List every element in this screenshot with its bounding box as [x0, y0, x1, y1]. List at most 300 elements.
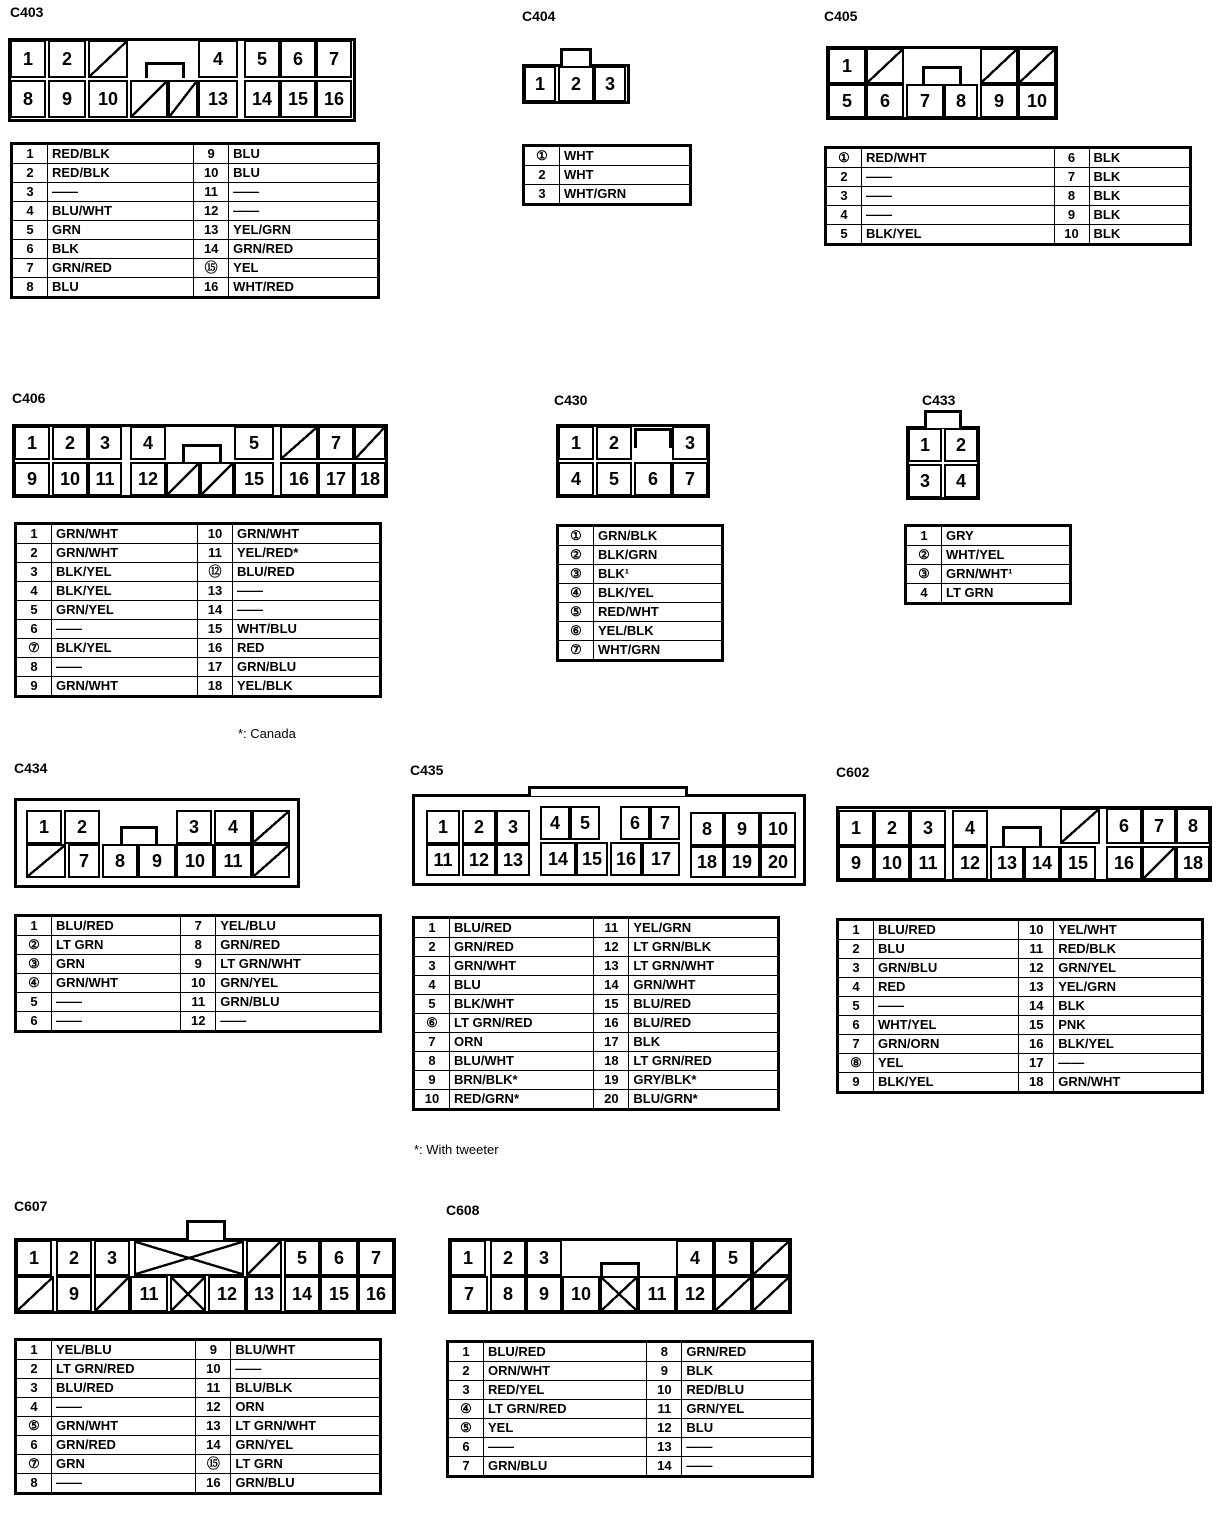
- connector-latch: [1002, 826, 1042, 846]
- pin-number: ②: [558, 546, 594, 565]
- wire-color: BLK: [629, 1033, 779, 1052]
- pin-number: 14: [194, 240, 229, 259]
- pin-cavity: 5: [570, 806, 600, 840]
- pin-row: [414, 918, 779, 938]
- wire-color: GRN: [48, 221, 194, 240]
- pin-cavity: 10: [176, 844, 214, 878]
- wire-color: GRN/BLU: [484, 1457, 647, 1477]
- wire-color: GRN/WHT: [52, 524, 198, 544]
- wire-color: GRN/ORN: [874, 1035, 1019, 1054]
- footnote: *: Canada: [238, 726, 296, 741]
- pin-number: 9: [647, 1362, 682, 1381]
- pin-table: [904, 524, 1072, 605]
- pin-cavity: 12: [208, 1276, 246, 1312]
- pin-number: 1: [16, 524, 52, 544]
- pin-cavity: 6: [866, 84, 904, 118]
- wire-color: BRN/BLK*: [450, 1071, 594, 1090]
- wire-color: YEL/BLU: [216, 916, 381, 936]
- pin-row: [838, 1054, 1203, 1073]
- pin-cavity: 4: [198, 40, 238, 78]
- wire-color: PNK: [1054, 1016, 1203, 1035]
- pin-row: [16, 1398, 381, 1417]
- empty-cavity: [1142, 846, 1176, 880]
- pin-number: 15: [1019, 1016, 1054, 1035]
- pin-cavity: 5: [234, 426, 274, 460]
- pin-number: 13: [1019, 978, 1054, 997]
- pin-cavity: 4: [952, 810, 988, 846]
- wire-color: RED/BLU: [682, 1381, 813, 1400]
- empty-cavity: [1018, 48, 1056, 84]
- pin-row: [838, 959, 1203, 978]
- pin-number: 2: [16, 544, 52, 563]
- pin-number: 5: [16, 993, 52, 1012]
- pin-cavity: 11: [910, 846, 946, 880]
- pin-row: [16, 1436, 381, 1455]
- pin-cavity: 7: [316, 40, 352, 78]
- pin-row: [826, 168, 1191, 187]
- pin-row: [448, 1362, 813, 1381]
- wire-color: YEL: [484, 1419, 647, 1438]
- pin-number: 17: [594, 1033, 629, 1052]
- pin-cavity: 1: [26, 810, 62, 844]
- pin-cavity: 1: [426, 810, 460, 844]
- pin-cavity: 1: [14, 426, 50, 460]
- wire-color: BLU/RED: [450, 918, 594, 938]
- empty-cavity: [16, 1276, 54, 1312]
- pin-number: 10: [1054, 225, 1089, 245]
- wire-color: ——: [229, 202, 379, 221]
- pin-number: ⑤: [448, 1419, 484, 1438]
- wire-color: GRN/BLU: [216, 993, 381, 1012]
- wire-color: LT GRN/RED: [629, 1052, 779, 1071]
- pin-row: [12, 259, 379, 278]
- empty-cavity: [168, 80, 198, 118]
- pin-cavity: 14: [284, 1276, 320, 1312]
- pin-row: [16, 582, 381, 601]
- pin-row: [838, 940, 1203, 959]
- pin-cavity: 17: [642, 842, 680, 876]
- empty-cavity: [866, 48, 904, 84]
- pin-number: ⑤: [558, 603, 594, 622]
- pin-row: [838, 1073, 1203, 1093]
- pin-number: 6: [16, 1436, 52, 1455]
- pin-row: [838, 1035, 1203, 1054]
- wire-color: YEL/GRN: [1054, 978, 1203, 997]
- pin-cavity: 2: [558, 66, 594, 102]
- wire-color: LT GRN/WHT: [231, 1417, 381, 1436]
- pin-table: [556, 524, 724, 662]
- pin-cavity: 5: [828, 84, 866, 118]
- wire-color: BLU: [682, 1419, 813, 1438]
- pin-number: 8: [12, 278, 48, 298]
- pin-row: [906, 565, 1071, 584]
- pin-number: 7: [181, 916, 216, 936]
- pin-number: ③: [558, 565, 594, 584]
- pin-number: 11: [194, 183, 229, 202]
- pin-number: 7: [838, 1035, 874, 1054]
- pin-cavity: 13: [496, 844, 530, 876]
- pin-row: [906, 526, 1071, 546]
- wire-color: GRN/RED: [52, 1436, 196, 1455]
- pin-table: [10, 142, 380, 299]
- pin-row: [12, 240, 379, 259]
- pin-cavity: 2: [48, 40, 86, 78]
- wire-color: BLK/YEL: [52, 639, 198, 658]
- pin-number: 19: [594, 1071, 629, 1090]
- empty-cavity: [200, 462, 234, 496]
- pin-cavity: 12: [676, 1276, 714, 1312]
- pin-cavity: 11: [214, 844, 252, 878]
- wire-color: YEL/GRN: [629, 918, 779, 938]
- wire-color: BLU/WHT: [231, 1340, 381, 1360]
- pin-row: [414, 995, 779, 1014]
- pin-row: [16, 1455, 381, 1474]
- connector-title: C403: [10, 4, 44, 20]
- wire-color: GRN/YEL: [682, 1400, 813, 1419]
- wire-color: BLU/RED: [52, 1379, 196, 1398]
- pin-cavity: 6: [1106, 808, 1142, 844]
- wire-color: ——: [231, 1360, 381, 1379]
- pin-number: 4: [16, 1398, 52, 1417]
- pin-number: 7: [414, 1033, 450, 1052]
- pin-row: [16, 677, 381, 697]
- pin-number: ⑫: [197, 563, 232, 582]
- wire-color: ——: [874, 997, 1019, 1016]
- pin-cavity: 8: [490, 1276, 526, 1312]
- pin-cavity: 3: [94, 1240, 130, 1276]
- pin-row: [16, 936, 381, 955]
- pin-cavity: 2: [64, 810, 100, 844]
- pin-number: 9: [1054, 206, 1089, 225]
- pin-cavity: 10: [760, 812, 796, 846]
- wire-color: YEL/WHT: [1054, 920, 1203, 940]
- pin-table: [14, 1338, 382, 1495]
- connector-latch: [922, 66, 962, 86]
- pin-number: 1: [838, 920, 874, 940]
- pin-number: 5: [414, 995, 450, 1014]
- pin-cavity: 18: [690, 846, 724, 878]
- pin-number: 3: [524, 185, 560, 205]
- pin-number: 11: [594, 918, 629, 938]
- pin-cavity: 3: [672, 426, 708, 460]
- empty-cavity: [94, 1276, 130, 1312]
- pin-number: ⑤: [16, 1417, 52, 1436]
- wire-color: WHT/GRN: [560, 185, 691, 205]
- pin-number: 13: [196, 1417, 231, 1436]
- wire-color: LT GRN/RED: [52, 1360, 196, 1379]
- pin-cavity: 11: [88, 462, 122, 496]
- pin-number: 11: [196, 1379, 231, 1398]
- pin-number: ⑦: [558, 641, 594, 661]
- pin-row: [414, 1014, 779, 1033]
- pin-cavity: 11: [638, 1276, 676, 1312]
- wire-color: YEL/BLK: [594, 622, 723, 641]
- pin-number: 8: [1054, 187, 1089, 206]
- wire-color: BLK: [48, 240, 194, 259]
- pin-number: 14: [196, 1436, 231, 1455]
- wire-color: BLU/BLK: [231, 1379, 381, 1398]
- pin-row: [12, 144, 379, 164]
- wire-color: GRN/YEL: [1054, 959, 1203, 978]
- empty-cavity: [166, 462, 200, 496]
- pin-row: [12, 278, 379, 298]
- pin-cavity: 10: [1018, 84, 1056, 118]
- pin-cavity: 16: [280, 462, 318, 496]
- pin-cavity: 9: [526, 1276, 562, 1312]
- pin-cavity: 8: [10, 80, 46, 118]
- wire-color: LT GRN: [942, 584, 1071, 604]
- pin-number: 11: [181, 993, 216, 1012]
- wire-color: GRN/WHT: [1054, 1073, 1203, 1093]
- pin-number: 4: [414, 976, 450, 995]
- wire-color: BLU/RED: [484, 1342, 647, 1362]
- pin-cavity: 16: [1106, 846, 1142, 880]
- pin-number: 11: [647, 1400, 682, 1419]
- pin-number: 15: [594, 995, 629, 1014]
- pin-number: 9: [414, 1071, 450, 1090]
- pin-number: 4: [12, 202, 48, 221]
- wire-color: ——: [229, 183, 379, 202]
- wire-color: RED/BLK: [1054, 940, 1203, 959]
- pin-cavity: 4: [540, 806, 570, 840]
- pin-number: 6: [838, 1016, 874, 1035]
- pin-cavity: 5: [244, 40, 280, 78]
- wire-color: GRN/RED: [682, 1342, 813, 1362]
- pin-number: 9: [196, 1340, 231, 1360]
- wire-color: GRN/BLU: [231, 1474, 381, 1494]
- pin-cavity: 18: [354, 462, 386, 496]
- pin-number: 6: [448, 1438, 484, 1457]
- empty-cavity: [170, 1276, 206, 1312]
- pin-number: 2: [524, 166, 560, 185]
- wire-color: YEL/BLU: [52, 1340, 196, 1360]
- wire-color: GRN/WHT: [450, 957, 594, 976]
- pin-cavity: 9: [48, 80, 86, 118]
- pin-number: 17: [1019, 1054, 1054, 1073]
- wire-color: BLU/RED: [874, 920, 1019, 940]
- pin-number: 1: [16, 1340, 52, 1360]
- pin-row: [414, 1090, 779, 1110]
- pin-row: [448, 1381, 813, 1400]
- pin-number: 2: [826, 168, 862, 187]
- pin-number: 14: [647, 1457, 682, 1477]
- pin-cavity: 7: [672, 462, 708, 496]
- wire-color: BLK: [1089, 206, 1190, 225]
- pin-row: [12, 221, 379, 240]
- pin-row: [414, 957, 779, 976]
- wire-color: BLK¹: [594, 565, 723, 584]
- connector-latch: [120, 826, 158, 844]
- pin-row: [558, 584, 723, 603]
- pin-row: [12, 202, 379, 221]
- pin-number: 14: [197, 601, 232, 620]
- pin-cavity: 11: [130, 1276, 168, 1312]
- pin-number: ①: [558, 526, 594, 546]
- pin-number: ⑮: [196, 1455, 231, 1474]
- pin-row: [414, 1071, 779, 1090]
- pin-cavity: 4: [558, 462, 594, 496]
- wire-color: LT GRN/WHT: [216, 955, 381, 974]
- pin-cavity: 5: [714, 1240, 752, 1276]
- pin-number: 12: [194, 202, 229, 221]
- wire-color: GRN: [52, 955, 181, 974]
- pin-number: 5: [826, 225, 862, 245]
- wire-color: GRN/YEL: [231, 1436, 381, 1455]
- pin-cavity: 2: [462, 810, 496, 844]
- pin-number: 4: [838, 978, 874, 997]
- pin-number: 16: [194, 278, 229, 298]
- pin-table: [824, 146, 1192, 246]
- pin-cavity: 10: [562, 1276, 600, 1312]
- wire-color: GRN/YEL: [216, 974, 381, 993]
- pin-cavity: 5: [596, 462, 632, 496]
- wire-color: ——: [862, 168, 1055, 187]
- pin-cavity: 15: [576, 842, 608, 876]
- pin-number: 9: [16, 677, 52, 697]
- pin-number: ⑮: [194, 259, 229, 278]
- empty-cavity: [88, 40, 128, 78]
- wire-color: RED/WHT: [862, 148, 1055, 168]
- pin-cavity: 4: [214, 810, 252, 844]
- pin-row: [558, 603, 723, 622]
- pin-number: 2: [838, 940, 874, 959]
- pin-row: [16, 563, 381, 582]
- pin-cavity: 12: [130, 462, 166, 496]
- empty-cavity: [134, 1240, 244, 1276]
- pin-number: 10: [1019, 920, 1054, 940]
- pin-cavity: 16: [610, 842, 642, 876]
- wire-color: GRN/WHT: [629, 976, 779, 995]
- pin-row: [16, 544, 381, 563]
- pin-cavity: 1: [558, 426, 594, 460]
- wire-color: GRN: [52, 1455, 196, 1474]
- pin-cavity: 7: [68, 844, 100, 878]
- pin-cavity: 7: [450, 1276, 488, 1312]
- pin-cavity: 8: [102, 844, 138, 878]
- pin-row: [16, 1474, 381, 1494]
- wire-color: ——: [862, 187, 1055, 206]
- connector-title: C434: [14, 760, 48, 776]
- empty-cavity: [246, 1240, 282, 1276]
- wire-color: BLK: [682, 1362, 813, 1381]
- pin-number: 3: [414, 957, 450, 976]
- pin-row: [448, 1342, 813, 1362]
- pin-cavity: 3: [910, 810, 946, 846]
- pin-cavity: 7: [1142, 808, 1176, 844]
- pin-row: [414, 1033, 779, 1052]
- pin-row: [838, 1016, 1203, 1035]
- pin-row: [826, 148, 1191, 168]
- pin-number: 3: [448, 1381, 484, 1400]
- connector-title: C602: [836, 764, 870, 780]
- connector-latch: [634, 428, 672, 448]
- pin-number: 5: [838, 997, 874, 1016]
- pin-number: 16: [196, 1474, 231, 1494]
- wire-color: LT GRN/RED: [450, 1014, 594, 1033]
- wire-color: BLU/RED: [232, 563, 380, 582]
- connector-title: C433: [922, 392, 956, 408]
- pin-row: [16, 620, 381, 639]
- wire-color: BLK/YEL: [874, 1073, 1019, 1093]
- wire-color: GRN/WHT: [232, 524, 380, 544]
- pin-number: 18: [197, 677, 232, 697]
- pin-number: 2: [12, 164, 48, 183]
- wire-color: WHT/YEL: [942, 546, 1071, 565]
- pin-cavity: 7: [906, 84, 944, 118]
- pin-number: 12: [647, 1419, 682, 1438]
- connector-latch: [560, 48, 592, 66]
- pin-number: 10: [181, 974, 216, 993]
- wire-color: ORN: [450, 1033, 594, 1052]
- empty-cavity: [26, 844, 66, 878]
- pin-cavity: 5: [284, 1240, 320, 1276]
- wire-color: ——: [48, 183, 194, 202]
- pin-table: [14, 522, 382, 698]
- pin-cavity: 13: [198, 80, 238, 118]
- wire-color: ——: [52, 620, 198, 639]
- wire-color: WHT: [560, 146, 691, 166]
- pin-row: [558, 546, 723, 565]
- pin-cavity: 8: [944, 84, 978, 118]
- pin-number: 1: [414, 918, 450, 938]
- pin-row: [906, 546, 1071, 565]
- pin-number: 12: [1019, 959, 1054, 978]
- pin-cavity: 1: [838, 810, 874, 846]
- connector-title: C405: [824, 8, 858, 24]
- empty-cavity: [752, 1276, 790, 1312]
- wire-color: GRN/WHT¹: [942, 565, 1071, 584]
- pin-cavity: 8: [1176, 808, 1210, 844]
- pin-row: [448, 1457, 813, 1477]
- pin-row: [414, 1052, 779, 1071]
- pin-cavity: 15: [1060, 846, 1096, 880]
- pin-number: 3: [16, 563, 52, 582]
- pin-number: ④: [558, 584, 594, 603]
- pin-number: 10: [194, 164, 229, 183]
- wire-color: BLK: [1089, 148, 1190, 168]
- pin-number: 12: [594, 938, 629, 957]
- pin-cavity: 2: [52, 426, 88, 460]
- pin-cavity: 13: [246, 1276, 282, 1312]
- pin-cavity: 14: [540, 842, 576, 876]
- wire-color: BLU/RED: [52, 916, 181, 936]
- connector-latch: [924, 410, 962, 428]
- empty-cavity: [600, 1276, 638, 1312]
- pin-cavity: 14: [1024, 846, 1060, 880]
- pin-number: 7: [448, 1457, 484, 1477]
- pin-row: [838, 997, 1203, 1016]
- pin-table: [446, 1340, 814, 1478]
- pin-row: [524, 166, 691, 185]
- wire-color: YEL: [874, 1054, 1019, 1073]
- empty-cavity: [280, 426, 318, 460]
- wire-color: RED/YEL: [484, 1381, 647, 1400]
- pin-number: 8: [647, 1342, 682, 1362]
- connector-title: C406: [12, 390, 46, 406]
- pin-row: [16, 1417, 381, 1436]
- pin-number: 8: [16, 1474, 52, 1494]
- pin-number: ⑥: [414, 1014, 450, 1033]
- pin-number: 15: [197, 620, 232, 639]
- pin-row: [16, 639, 381, 658]
- wire-color: BLK: [1089, 168, 1190, 187]
- wire-color: BLU/WHT: [48, 202, 194, 221]
- wire-color: WHT: [560, 166, 691, 185]
- wire-color: ORN/WHT: [484, 1362, 647, 1381]
- pin-number: 4: [16, 582, 52, 601]
- wire-color: GRN/BLK: [594, 526, 723, 546]
- pin-number: 11: [1019, 940, 1054, 959]
